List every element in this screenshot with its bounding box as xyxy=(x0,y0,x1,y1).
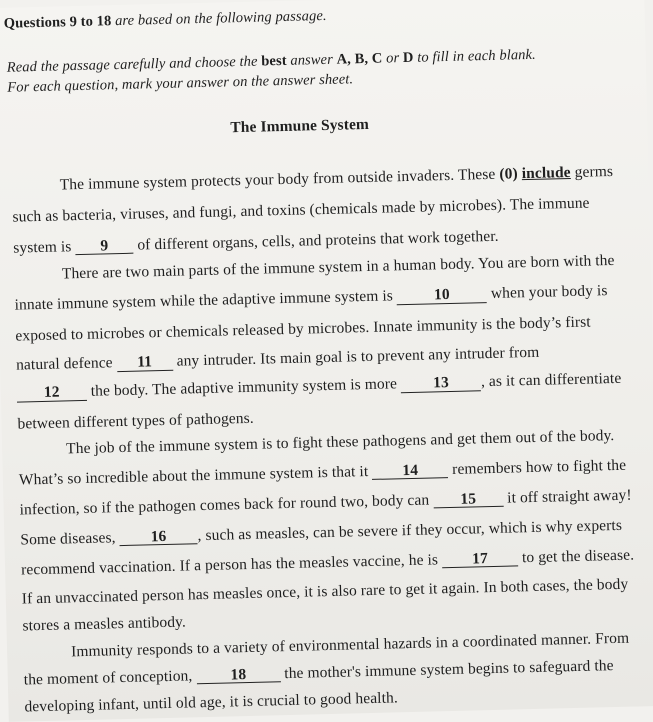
passage-line-13: Some diseases, 16 , such as measles, can be severe if they occur, which is why experts xyxy=(20,516,623,549)
blank-17: 17 xyxy=(442,550,518,568)
questions-header-rest: are based on the following passage. xyxy=(111,7,327,30)
passage-line-8: 12 the body. The adaptive immunity system is more 13 , as it can differentiate xyxy=(17,370,622,403)
blank-14: 14 xyxy=(372,462,448,480)
passage-title: The Immune System xyxy=(230,115,370,137)
blank-18: 18 xyxy=(196,666,280,685)
passage-line-2: such as bacteria, viruses, and fungi, and toxins (chemicals made by microbes). The immune xyxy=(12,194,590,226)
example-marker: (0) xyxy=(499,164,518,183)
passage-line-7: natural defence 11 any intruder. Its main goal is to prevent any intruder from xyxy=(15,343,540,374)
passage-line-4: There are two main parts of the immune system in a human body. You are born with the xyxy=(61,251,615,283)
instruction-line-1: Read the passage carefully and choose the best answer A, B, C or D to fill in each blank. xyxy=(6,46,536,76)
passage-line-9: between different types of pathogens. xyxy=(17,410,254,433)
passage-line-5: innate immune system while the adaptive immune system is 10 when your body is xyxy=(14,282,608,314)
passage-line-6: exposed to microbes or chemicals released by microbes. Innate immunity is the body’s first xyxy=(15,313,591,345)
blank-11: 11 xyxy=(116,354,172,372)
questions-range: Questions 9 to 18 xyxy=(3,13,112,32)
blank-9: 9 xyxy=(75,237,133,255)
passage-line-1: The immune system protects your body from outside invaders. These (0) include germs xyxy=(59,162,614,194)
instruction-line-2: For each question, mark your answer on the answer sheet. xyxy=(7,71,354,96)
passage-line-15: If an unvaccinated person has measles once, it is also rare to get it again. In both cases, the body xyxy=(21,575,629,608)
instruction-best: best xyxy=(261,52,287,70)
blank-16: 16 xyxy=(119,528,197,546)
passage-line-16: stores a measles antibody. xyxy=(22,613,187,635)
blank-12: 12 xyxy=(17,384,87,402)
blank-15: 15 xyxy=(433,491,503,509)
passage-line-17: Immunity responds to a variety of environmental hazards in a coordinated manner. From xyxy=(70,629,630,660)
example-answer: include xyxy=(521,163,571,182)
passage-line-12: infection, so if the pathogen comes back for round two, body can 15 it off straight away! xyxy=(19,486,632,519)
passage-line-14: recommend vaccination. If a person has the measles vaccine, he is 17 to get the disease. xyxy=(20,546,635,579)
blank-10: 10 xyxy=(397,286,487,305)
instruction-letters: A, B, C xyxy=(336,50,383,68)
passage-line-11: What’s so incredible about the immune system is that it 14 remembers how to fight the xyxy=(18,456,627,489)
passage-line-10: The job of the immune system is to fight these pathogens and get them out of the body. xyxy=(65,426,615,458)
blank-13: 13 xyxy=(401,375,481,393)
passage-line-19: developing infant, until old age, it is crucial to good health. xyxy=(24,689,399,716)
passage-line-3: system is 9 of different organs, cells, and proteins that work together. xyxy=(13,227,499,257)
instruction-letter-d: D xyxy=(402,49,414,67)
questions-header xyxy=(4,8,327,33)
passage-line-18: the moment of conception, 18 the mother's immune system begins to safeguard the xyxy=(23,656,614,689)
